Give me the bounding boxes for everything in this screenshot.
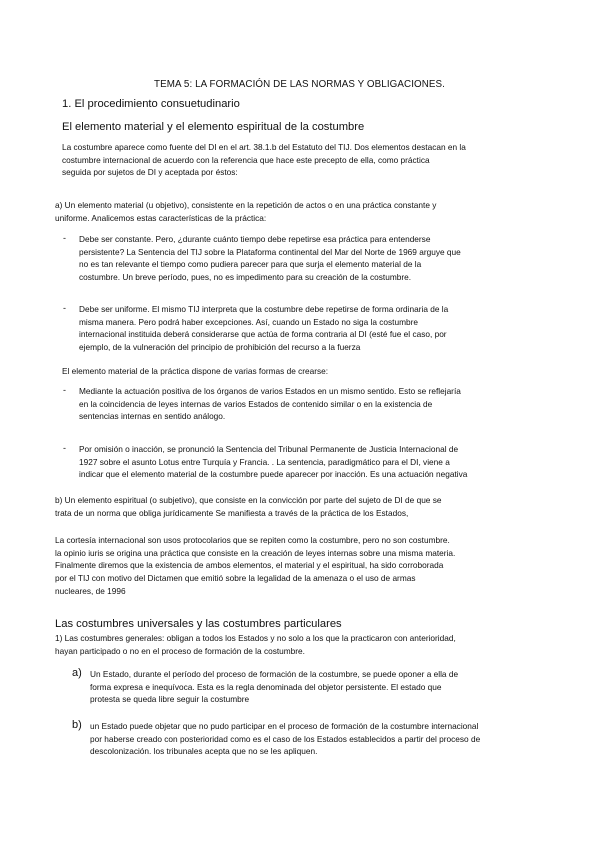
- bullet-uniforme: [79, 303, 448, 354]
- text-line: descolonización. los tribunales acepta que no se les apliquen.: [90, 746, 318, 757]
- text-line: Un Estado, durante el período del proceso de formación de la costumbre, se puede oponer a ella de: [90, 669, 459, 679]
- bullet-marker: -: [63, 443, 66, 453]
- text-line: uniforme. Analicemos estas características de la práctica:: [55, 212, 267, 223]
- text-line: 1) Las costumbres generales: obligan a todos los Estados y no solo a los que la practicaron con anterioridad,: [55, 633, 456, 643]
- text-line: Por omisión o inacción, se pronunció la Sentencia del Tribunal Permanente de Justicia Internacional de: [79, 444, 459, 454]
- paragraph-intro: [62, 141, 466, 179]
- text-line: b) Un elemento espiritual (o subjetivo), que consiste en la convicción por parte del sujeto de DI de que se: [55, 495, 442, 505]
- text-line: Finalmente diremos que la existencia de ambos elementos, el material y el espiritual, ha sido corroborada: [55, 560, 444, 571]
- item-b-descolonizacion: [90, 720, 480, 758]
- text-line: costumbre internacional de acuerdo con la referencia que hace este precepto de ella, como práctica: [62, 154, 430, 165]
- text-line: 1927 sobre el asunto Lotus entre Turquía y Francia. . La sentencia, paradigmático para el DI, viene a: [79, 456, 450, 467]
- text-line: Mediante la actuación positiva de los órganos de varios Estados en un mismo sentido. Esto se reflejaría: [79, 386, 461, 396]
- text-line: Debe ser uniforme. El mismo TIJ interpreta que la costumbre debe repetirse de forma ordinaria de la: [79, 304, 449, 314]
- paragraph-formas: [62, 365, 328, 378]
- paragraph-espiritual: [55, 494, 442, 519]
- bullet-omision: [79, 443, 467, 481]
- text-line: trata de un norma que obliga jurídicamente Se manifiesta a través de la práctica de los Estados,: [55, 507, 409, 518]
- heading-universales-particulares: Las costumbres universales y las costumbres particulares: [55, 618, 342, 630]
- text-line: seguida por sujetos de DI y aceptada por éstos:: [62, 167, 238, 178]
- text-line: forma expresa e inequívoca. Esta es la regla denominada del objetor persistente. El estado que: [90, 681, 442, 692]
- text-line: protesta se queda libre seguir la costumbre: [90, 694, 250, 705]
- text-line: hayan participado o no en el proceso de formación de la costumbre.: [55, 645, 305, 656]
- bullet-marker: -: [63, 233, 66, 243]
- text-line: internacional instituida deberá considerarse que actúa de forma contraria al DI (esté fue el caso, por: [79, 329, 447, 340]
- text-line: en la coincidencia de leyes internas de varios Estados de contenido similar o en la existencia de: [79, 398, 433, 409]
- text-line: un Estado puede objetar que no pudo participar en el proceso de formación de la costumbre internacional: [90, 721, 479, 731]
- text-line: por haberse creado con posterioridad como es el caso de los Estados establecidos a partir del proceso de: [90, 733, 481, 744]
- text-line: La costumbre aparece como fuente del DI en el art. 38.1.b del Estatuto del TIJ. Dos elementos destacan en la: [62, 142, 466, 152]
- heading-elementos: El elemento material y el elemento espiritual de la costumbre: [62, 121, 365, 133]
- paragraph-cortesia: [55, 534, 455, 598]
- bullet-marker: -: [63, 303, 66, 313]
- item-a-objetor: [90, 668, 458, 706]
- paragraph-generales: [55, 632, 456, 657]
- text-line: sentencias internas en sentido análogo.: [79, 411, 226, 422]
- text-line: por el TIJ con motivo del Dictamen que emitió sobre la legalidad de la amenaza o el uso de armas: [55, 573, 416, 584]
- bullet-actuacion-positiva: [79, 385, 461, 423]
- bullet-constante: [79, 233, 461, 284]
- text-line: no es tan relevante el tiempo como pudiera parecer para que surja el elemento material de la: [79, 259, 422, 270]
- text-line: indicar que el elemento material de la costumbre puede aparecer por inacción. Es una actuación negativa: [79, 469, 468, 480]
- text-line: El elemento material de la práctica dispone de varias formas de crearse:: [62, 366, 329, 376]
- page-title: TEMA 5: LA FORMACIÓN DE LAS NORMAS Y OBLIGACIONES.: [154, 79, 445, 90]
- text-line: a) Un elemento material (u objetivo), consistente en la repetición de actos o en una práctica constante y: [55, 200, 437, 210]
- text-line: nucleares, de 1996: [55, 585, 126, 596]
- text-line: persistente? La Sentencia del TIJ sobre la Plataforma continental del Mar del Norte de 1969 arguye que: [79, 246, 461, 257]
- text-line: La cortesía internacional son usos protocolarios que se repiten como la costumbre, pero no son costumbre.: [55, 535, 450, 545]
- paragraph-material: [55, 199, 436, 224]
- text-line: ejemplo, de la vulneración del principio de prohibición del recurso a la fuerza: [79, 342, 361, 353]
- text-line: la opinio iuris se origina una práctica que consiste en la creación de leyes internas sobre una misma materia.: [55, 547, 456, 558]
- text-line: misma manera. Pero podrá haber excepciones. Así, cuando un Estado no siga la costumbre: [79, 316, 418, 327]
- bullet-marker: -: [63, 385, 66, 395]
- item-a-label: a): [72, 667, 82, 679]
- text-line: Debe ser constante. Pero, ¿durante cuánto tiempo debe repetirse esa práctica para entenderse: [79, 234, 431, 244]
- heading-procedimiento: 1. El procedimiento consuetudinario: [62, 98, 240, 110]
- text-line: costumbre. Un breve período, pues, no es impedimento para su creación de la costumbre.: [79, 272, 412, 283]
- item-b-label: b): [72, 719, 82, 731]
